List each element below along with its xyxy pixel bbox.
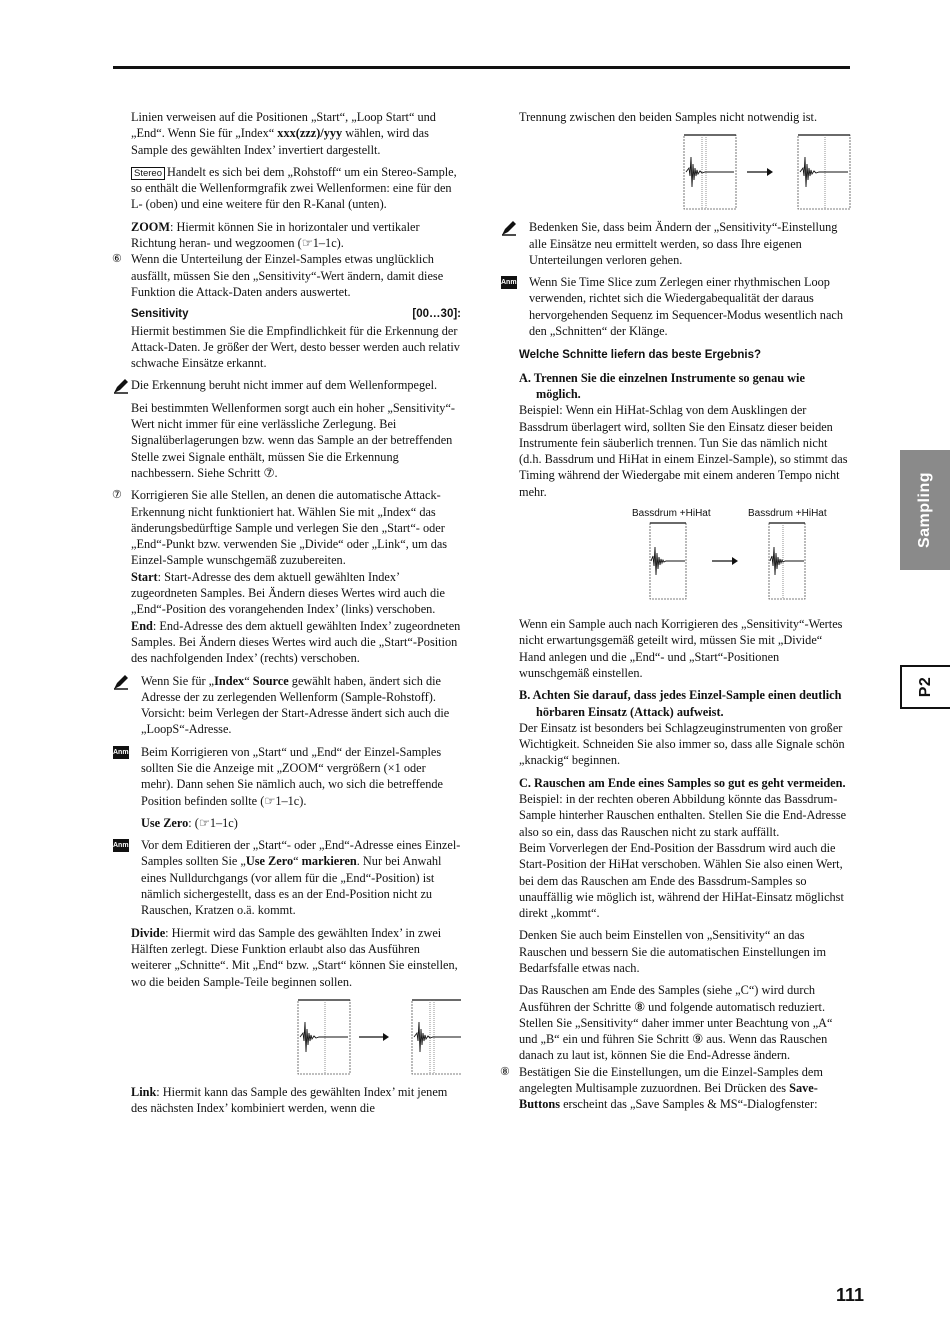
paragraph: Das Rauschen am Ende des Samples (siehe „C“) wird durch Ausführen der Schritte ⑧ und folgende automatisch reduziert. Stellen Sie „Sensitivity“ daher immer unter Beachtung von „A“ und „B“ ein und führen Sie Schritt ⑨ aus. Wenn das Rauschen danach zu laut ist, können Sie die End-Adresse ändern. xyxy=(519,983,833,1063)
left-column xyxy=(112,109,461,1122)
paragraph: Wenn ein Sample auch nach Korrigieren des „Sensitivity“-Wertes nicht erwartungsgemäß geteilt wird, müssen Sie mit „Divide“ Hand anlegen und die „End“- und „Start“-Positionen wunschgemäß einstellen. xyxy=(519,617,843,680)
sensitivity-desc: Hiermit bestimmen Sie die Empfindlichkeit für die Erkennung der Attack-Daten. Je größer der Wert, desto besser werden auch relativ schwache Einsätze erkannt. xyxy=(131,323,460,371)
anm-badge: Anm. xyxy=(113,839,129,852)
anm-badge: Anm. xyxy=(501,276,517,289)
arrow-icon xyxy=(359,1033,389,1041)
anm-badge: Anm. xyxy=(113,746,129,759)
right-column xyxy=(500,109,851,1119)
paragraph: Linien verweisen auf die Positionen „Start“, „Loop Start“ und „End“. Wenn Sie für „Index“ xxx(zzz)/yyy wählen, wird das Sample des gewählten Index’ invertiert dargestellt. xyxy=(131,110,436,157)
anm-note: Anm. Vor dem Editieren der „Start“- oder „End“-Adresse eines Einzel-Samples sollten Sie „Use Zero“ markieren. Nur bei Anwahl eines Nulldurchgangs (vor allem für die „End“-Position) ist nämlich sichergestellt, dass es an der End-Position nicht zu Rauschen, Kratzen o.ä. kommt. xyxy=(113,838,461,918)
bassdrum-figure xyxy=(519,506,851,612)
waveform-before xyxy=(298,1000,350,1074)
step-number: ⑦ xyxy=(112,489,122,502)
section-tab-label: Sampling xyxy=(916,471,933,549)
note: Wenn Sie für „Index“ Source gewählt haben, ändert sich die Adresse der zu zerlegenden Wellenform (Sample-Rohstoff). Vorsicht: beim Verlegen der Start-Adresse ändert sich auch die „LoopS“-Adresse. xyxy=(131,673,461,738)
step-8: ⑧ Bestätigen Sie die Einstellungen, um die Einzel-Samples dem angelegten Multisample zuzuordnen. Bei Drücken des Save-Buttons erscheint das „Save Samples & MS“-Dialogfenster: xyxy=(500,1064,823,1112)
note: Bedenken Sie, dass beim Ändern der „Sensitivity“-Einstellung alle Einsätze neu ermittelt werden, so dass Ihre eigenen Unterteilungen verloren gehen. xyxy=(519,219,851,268)
point-c-text: Beispiel: in der rechten oberen Abbildung könnte das Bassdrum-Sample hinterher Rauschen enthalten. Stellen Sie die End-Adresse also so ein, dass das Rauschen nicht zu stark auffällt. xyxy=(519,792,847,839)
page-number: 111 xyxy=(836,1285,865,1305)
step-number: ⑥ xyxy=(112,253,122,266)
stereo-paragraph: Stereo Handelt es sich bei dem „Rohstoff“ um ein Stereo-Sample, so enthält die Wellenformgrafik zwei Wellenformen: eine für den L- (oben) und eine weitere für den R-Kanal (unten). xyxy=(131,164,457,212)
waveform-after xyxy=(798,135,850,209)
anm-note: Anm. Wenn Sie Time Slice zum Zerlegen einer rhythmischen Loop verwenden, richtet sich die Wiedergabequalität der daraus hervorgehenden Sequenz im Sequencer-Modus wesentlich nach den „Schnitten“ der Klänge. xyxy=(501,275,844,339)
figure-label: Bassdrum +HiHat xyxy=(632,508,711,520)
sensitivity-param: Sensitivity [00…30]: xyxy=(131,308,461,321)
pencil-note-icon xyxy=(113,674,129,690)
pencil-note-icon xyxy=(113,378,129,394)
waveform-after xyxy=(412,1000,461,1074)
stereo-tag: Stereo xyxy=(131,167,165,180)
waveform-before xyxy=(684,135,736,209)
link-waveform-figure xyxy=(519,131,851,213)
point-b-text: Der Einsatz ist besonders bei Schlagzeuginstrumenten von großer Wichtigkeit. Schneiden Sie also immer so, dass alle Signale schön „knackig“ beginnen. xyxy=(519,720,845,768)
start-paragraph: Start: Start-Adresse des dem aktuell gewählten Index’ zugeordneten Samples. Bei Ändern dieses Wertes wird auch die „End“-Position des vorangehenden Index’ (links) verschoben. xyxy=(131,569,445,617)
paragraph: Trennung zwischen den beiden Samples nicht notwendig ist. xyxy=(519,110,818,124)
usezero-paragraph: Use Zero: (☞1–1c) xyxy=(141,815,238,830)
point-a-text: Beispiel: Wenn ein HiHat-Schlag von dem Ausklingen der Bassdrum überlagert wird, sollten Sie den Einsatz dieser beiden Instrumente fein säuberlich trennen. Tun Sie das nämlich nicht (d.h. Bassdrum und HiHat in einem Einzel-Sample), so stimmt das Timing während der Wiedergabe mit einem anderen Tempo nicht mehr. xyxy=(519,403,848,499)
waveform-after xyxy=(769,523,805,599)
bassdrum-waveform-figure xyxy=(519,520,851,610)
step-7: ⑦ Korrigieren Sie alle Stellen, an denen die automatische Attack-Erkennung nicht funktioniert hat. Wählen Sie mit „Index“ das änderungsbedürftige Sample und verlegen Sie den „Start“- oder „End“-Punkt bzw. verwenden Sie „Divide“ oder „Link“, um das Einzel-Sample wunschgemäß zuzubereiten. xyxy=(112,488,448,568)
paragraph: Bei bestimmten Wellenformen sorgt auch ein hoher „Sensitivity“-Wert nicht immer für eine verlässliche Zerlegung. Bei Signalüberlagerungen bzw. wenn das Sample an der betreffenden Stelle zwei Signale enthält, müssen Sie die Erkennung nachbessern. Siehe Schritt ⑦. xyxy=(131,400,456,480)
figure-label: Bassdrum +HiHat xyxy=(748,508,827,520)
link-paragraph: Link: Hiermit kann das Sample des gewählten Index’ mit jenem des nächsten Index’ kombiniert werden, wenn die xyxy=(131,1084,448,1116)
arrow-icon xyxy=(712,557,738,565)
section-tab-sampling[interactable] xyxy=(900,450,950,570)
divide-waveform-figure xyxy=(131,996,461,1078)
step-6: ⑥ Wenn die Unterteilung der Einzel-Samples etwas unglücklich ausfällt, müssen Sie den „Sensitivity“-Wert ändern, damit diese Funktion die Attack-Daten anders auswertet. xyxy=(112,252,444,299)
point-c-text: Beim Vorverlegen der End-Position der Bassdrum wird auch die Start-Position der HiHat verschoben. Wählen Sie also einen Wert, bei dem das Rauschen am Ende des Bassdrum-Samples so unauffällig wie möglich ist, während der HiHat-Einsatz möglichst direkt „kommt“. xyxy=(519,840,844,921)
zoom-paragraph: ZOOM: Hiermit können Sie in horizontaler und vertikaler Richtung heran- und wegzoomen (☞1–1c). xyxy=(131,219,420,251)
part-tab-p2[interactable] xyxy=(900,665,950,709)
note: Die Erkennung beruht nicht immer auf dem Wellenformpegel. xyxy=(121,377,461,393)
waveform-before xyxy=(650,523,686,599)
point-a-heading: A. Trennen Sie die einzelnen Instrumente so genau wie möglich. xyxy=(519,370,805,401)
section-heading: Welche Schnitte liefern das beste Ergebnis? xyxy=(519,349,761,362)
arrow-icon xyxy=(747,168,773,176)
step-number: ⑧ xyxy=(500,1065,510,1078)
point-c-heading: C. Rauschen am Ende eines Samples so gut es geht vermeiden. xyxy=(519,775,846,790)
divide-paragraph: Divide: Hiermit wird das Sample des gewählten Index’ in zwei Hälften zerlegt. Diese Funktion erlaubt also das Ausführen weiterer „Schnitte“. Mit „End“ bzw. „Start“ können Sie einstellen, wo die beiden Sample-Teile beginnen sollen. xyxy=(131,925,458,989)
pencil-note-icon xyxy=(501,220,517,236)
paragraph: Denken Sie auch beim Einstellen von „Sensitivity“ an das Rauschen und bessern Sie die automatischen Einstellungen im Bedarfsfalle etwas nach. xyxy=(519,928,827,975)
part-tab-label: P2 xyxy=(917,676,934,698)
anm-note: Anm. Beim Korrigieren von „Start“ und „End“ der Einzel-Samples sollten Sie die Anzeige mit „ZOOM“ vergrößern (×1 oder mehr). Dann sehen Sie nämlich auch, wo sich die betreffende Position befinden sollte (☞1–1c). xyxy=(113,744,443,808)
header-rule xyxy=(113,66,850,69)
point-b-heading: B. Achten Sie darauf, dass jedes Einzel-Sample einen deutlich hörbaren Einsatz (Attack) aufweist. xyxy=(519,688,842,719)
end-paragraph: End: End-Adresse des dem aktuell gewählten Index’ zugeordneten Samples. Bei Ändern dieses Wertes wird auch die „Start“-Position des nachfolgenden Index’ (rechts) verschoben. xyxy=(131,618,461,666)
